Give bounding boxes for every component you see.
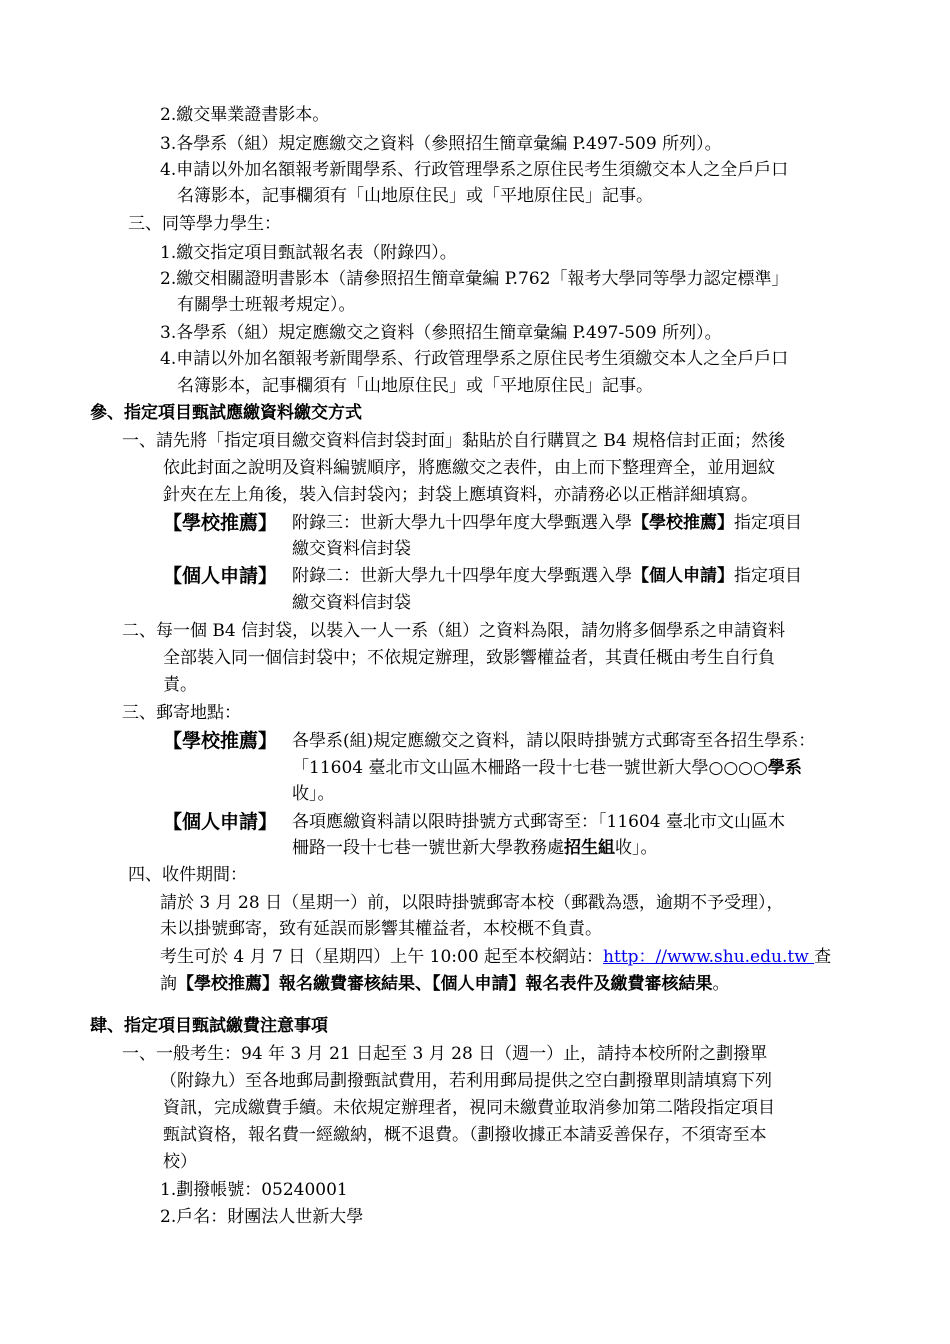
school-recommend-tag: 【學校推薦】 (163, 512, 278, 534)
personal-mail-line2: 柵路一段十七巷一號世新大學教務處招生組收」。 (292, 838, 658, 858)
part4-para1-line2: （附錄九）至各地郵局劃撥甄試費用，若利用郵局提供之空白劃撥單則請填寫下列 (160, 1071, 772, 1091)
sec3-item-2-line1: 2.繳交相關證明書影本（請參照招生簡章彙編 P.762「報考大學同等學力認定標準」 (160, 269, 789, 289)
part4-item-2: 2.戶名：財團法人世新大學 (160, 1207, 364, 1227)
school-website-link[interactable]: http：//www.shu.edu.tw (603, 947, 815, 967)
part3-para4-line3: 考生可於 4 月 7 日（星期四）上午 10:00 起至本校網站：http：//www.shu.edu.tw 查 (160, 947, 832, 967)
personal-apply-tag-mail: 【個人申請】 (163, 811, 278, 833)
part3-para2-line3: 責。 (163, 675, 197, 695)
sec3-item-1: 1.繳交指定項目甄試報名表（附錄四）。 (160, 243, 457, 263)
part3-para4: 四、收件期間： (128, 865, 247, 885)
part4-para1-line5: 校） (163, 1152, 197, 1172)
sec3-item-4-line1: 4.申請以外加名額報考新聞學系、行政管理學系之原住民考生須繳交本人之全戶戶口 (160, 349, 789, 369)
part3-para4-line4: 詢【學校推薦】報名繳費審核結果、【個人申請】報名表件及繳費審核結果。 (160, 974, 730, 994)
school-envelope-line1: 附錄三：世新大學九十四學年度大學甄選入學【學校推薦】指定項目 (292, 513, 802, 533)
sec2-item-4-line1: 4.申請以外加名額報考新聞學系、行政管理學系之原住民考生須繳交本人之全戶戶口 (160, 160, 789, 180)
sec3-item-2-line2: 有關學士班報考規定）。 (177, 295, 356, 315)
sec2-item-3: 3.各學系（組）規定應繳交之資料（參照招生簡章彙編 P.497-509 所列）。 (160, 134, 722, 154)
school-mail-line3: 收」。 (292, 784, 335, 804)
part4-para1-line3: 資訊，完成繳費手續。未依規定辦理者，視同未繳費並取消參加第二階段指定項目 (163, 1098, 775, 1118)
part3-para4-line1: 請於 3 月 28 日（星期一）前，以限時掛號郵寄本校（郵戳為憑，逾期不予受理）， (160, 893, 784, 913)
sec3-heading: 三、同等學力學生： (128, 214, 281, 234)
personal-mail-line1: 各項應繳資料請以限時掛號方式郵寄至：「11604 臺北市文山區木 (292, 812, 785, 832)
part3-para1-line1: 一、請先將「指定項目繳交資料信封袋封面」黏貼於自行購買之 B4 規格信封正面；然後 (122, 431, 786, 451)
part3-para1-line3: 針夾在左上角後，裝入信封袋內；封袋上應填資料，亦請務必以正楷詳細填寫。 (163, 485, 758, 505)
personal-envelope-line2: 繳交資料信封袋 (292, 593, 411, 613)
school-envelope-line2: 繳交資料信封袋 (292, 539, 411, 559)
sec3-item-3: 3.各學系（組）規定應繳交之資料（參照招生簡章彙編 P.497-509 所列）。 (160, 323, 722, 343)
part3-para1-line2: 依此封面之說明及資料編號順序，將應繳交之表件，由上而下整理齊全，並用迴紋 (163, 458, 775, 478)
school-mail-line2: 「11604 臺北市文山區木柵路一段十七巷一號世新大學○○○○學系 (292, 758, 802, 778)
personal-apply-tag: 【個人申請】 (163, 565, 278, 587)
part4-item-1: 1.劃撥帳號：05240001 (160, 1180, 348, 1200)
part3-para3: 三、郵寄地點： (122, 703, 241, 723)
school-mail-line1: 各學系(組)規定應繳交之資料，請以限時掛號方式郵寄至各招生學系： (292, 731, 816, 751)
part4-para1-line4: 甄試資格，報名費一經繳納，概不退費。（劃撥收據正本請妥善保存，不須寄至本 (163, 1125, 767, 1145)
part4-title: 肆、指定項目甄試繳費注意事項 (90, 1016, 328, 1036)
personal-envelope-line1: 附錄二：世新大學九十四學年度大學甄選入學【個人申請】指定項目 (292, 566, 802, 586)
sec3-item-4-line2: 名簿影本，記事欄須有「山地原住民」或「平地原住民」記事。 (177, 376, 653, 396)
part3-para4-line2: 未以掛號郵寄，致有延誤而影響其權益者，本校概不負責。 (160, 919, 602, 939)
school-recommend-tag-mail: 【學校推薦】 (163, 730, 278, 752)
sec2-item-4-line2: 名簿影本，記事欄須有「山地原住民」或「平地原住民」記事。 (177, 186, 653, 206)
part3-para2-line1: 二、每一個 B4 信封袋，以裝入一人一系（組）之資料為限，請勿將多個學系之申請資料 (122, 621, 786, 641)
part3-title: 參、指定項目甄試應繳資料繳交方式 (90, 403, 362, 423)
part3-para2-line2: 全部裝入同一個信封袋中；不依規定辦理，致影響權益者，其責任概由考生自行負 (163, 648, 775, 668)
part4-para1-line1: 一、一般考生：94 年 3 月 21 日起至 3 月 28 日（週一）止，請持本校所附之劃撥單 (122, 1044, 768, 1064)
sec2-item-2: 2.繳交畢業證書影本。 (160, 105, 330, 125)
